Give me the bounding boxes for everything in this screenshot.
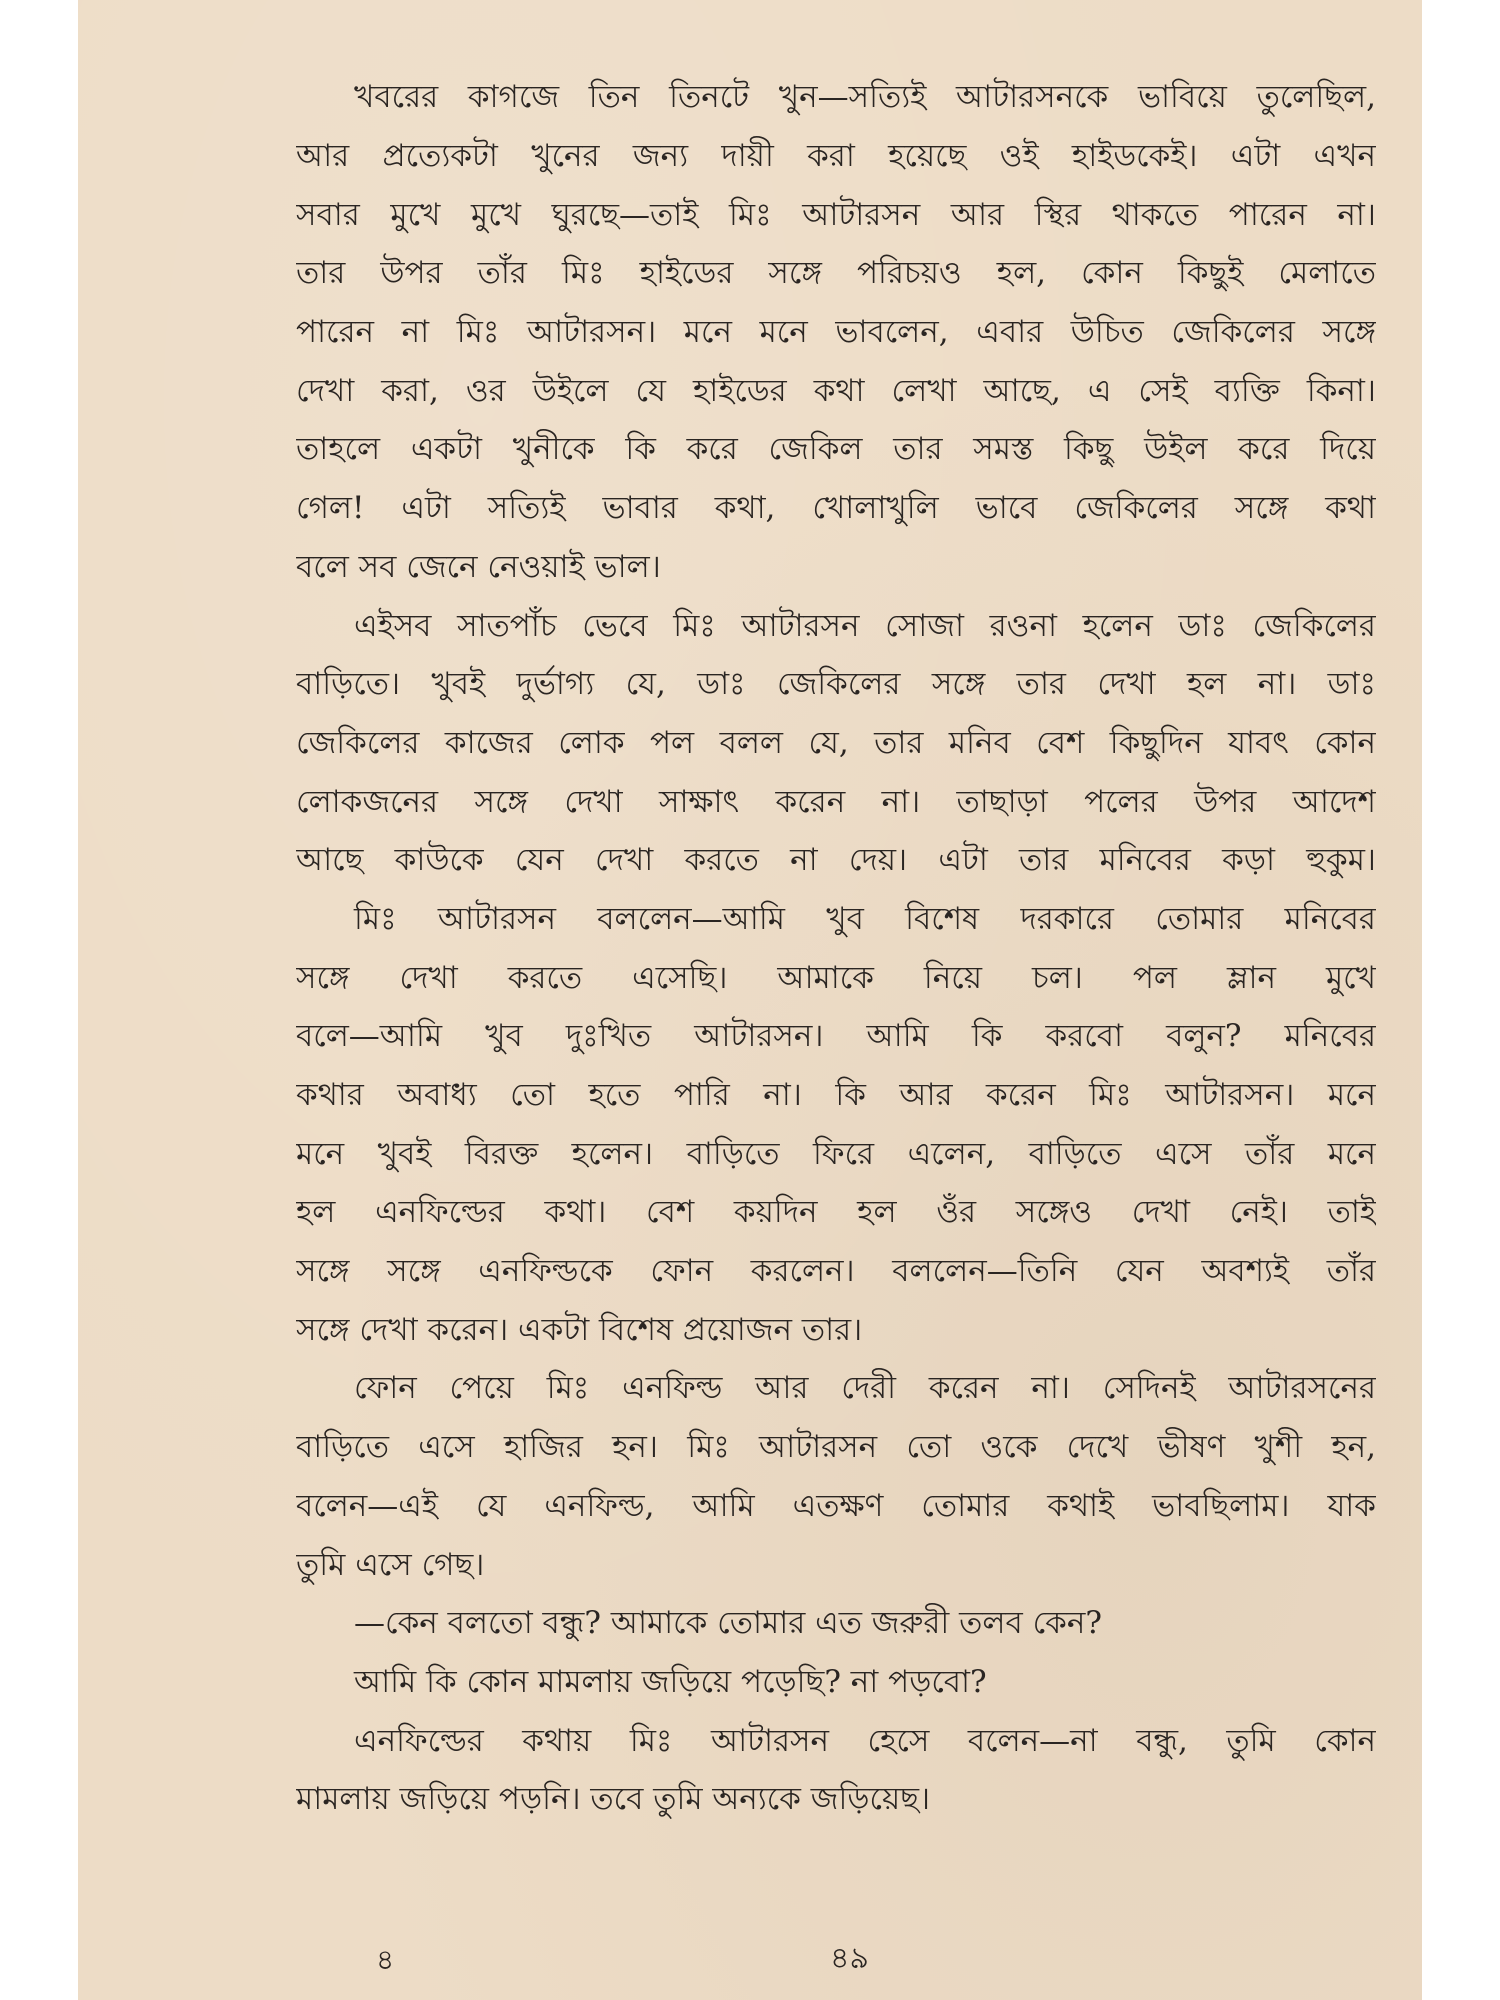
text-line: পারেন না মিঃ আটারসন। মনে মনে ভাবলেন, এবার উচিত জেকিলের সঙ্গে	[296, 314, 1376, 351]
text-line: তাহলে একটা খুনীকে কি করে জেকিল তার সমস্ত কিছু উইল করে দিয়ে	[296, 431, 1376, 468]
text-line: তুমি এসে গেছ।	[296, 1546, 485, 1583]
text-line: এইসব সাতপাঁচ ভেবে মিঃ আটারসন সোজা রওনা হলেন ডাঃ জেকিলের	[354, 607, 1376, 644]
body-text	[296, 70, 1376, 1831]
book-page	[78, 0, 1422, 2000]
text-line: মনে খুবই বিরক্ত হলেন। বাড়িতে ফিরে এলেন, বাড়িতে এসে তাঁর মনে	[296, 1135, 1376, 1172]
text-line: সঙ্গে সঙ্গে এনফিল্ডকে ফোন করলেন। বললেন—তিনি যেন অবশ্যই তাঁর	[296, 1253, 1376, 1290]
text-line: সবার মুখে মুখে ঘুরছে—তাই মিঃ আটারসন আর স্থির থাকতে পারেন না।	[296, 196, 1376, 233]
text-line: বলে সব জেনে নেওয়াই ভাল।	[296, 548, 661, 585]
text-line: এনফিল্ডের কথায় মিঃ আটারসন হেসে বলেন—না বন্ধু, তুমি কোন	[354, 1722, 1376, 1759]
text-line: গেল! এটা সত্যিই ভাবার কথা, খোলাখুলি ভাবে জেকিলের সঙ্গে কথা	[296, 490, 1376, 527]
text-line: তার উপর তাঁর মিঃ হাইডের সঙ্গে পরিচয়ও হল, কোন কিছুই মেলাতে	[296, 255, 1376, 292]
text-line: মিঃ আটারসন বললেন—আমি খুব বিশেষ দরকারে তোমার মনিবের	[354, 900, 1376, 937]
text-line: মামলায় জড়িয়ে পড়নি। তবে তুমি অন্যকে জড়িয়েছ।	[296, 1781, 931, 1818]
text-line: আর প্রত্যেকটা খুনের জন্য দায়ী করা হয়েছে ওই হাইডকেই। এটা এখন	[296, 138, 1376, 175]
text-line: খবরের কাগজে তিন তিনটে খুন—সত্যিই আটারসনকে ভাবিয়ে তুলেছিল,	[354, 79, 1376, 116]
text-line: বাড়িতে। খুবই দুর্ভাগ্য যে, ডাঃ জেকিলের সঙ্গে তার দেখা হল না। ডাঃ	[296, 666, 1376, 703]
text-line: জেকিলের কাজের লোক পল বলল যে, তার মনিব বেশ কিছুদিন যাবৎ কোন	[296, 724, 1376, 761]
text-line: হল এনফিল্ডের কথা। বেশ কয়দিন হল ওঁর সঙ্গেও দেখা নেই। তাই	[296, 1194, 1376, 1231]
text-line: —কেন বলতো বন্ধু? আমাকে তোমার এত জরুরী তলব কেন?	[354, 1605, 1102, 1642]
signature-mark: ৪	[376, 1943, 395, 1976]
text-line: কথার অবাধ্য তো হতে পারি না। কি আর করেন মিঃ আটারসন। মনে	[296, 1077, 1376, 1114]
text-line: বলে—আমি খুব দুঃখিত আটারসন। আমি কি করবো বলুন? মনিবের	[296, 1018, 1376, 1055]
page-number: ৪৯	[830, 1941, 869, 1976]
text-line: আমি কি কোন মামলায় জড়িয়ে পড়েছি? না পড়বো?	[354, 1663, 987, 1700]
text-line: লোকজনের সঙ্গে দেখা সাক্ষাৎ করেন না। তাছাড়া পলের উপর আদেশ	[296, 783, 1376, 820]
text-line: সঙ্গে দেখা করতে এসেছি। আমাকে নিয়ে চল। পল ম্লান মুখে	[296, 959, 1376, 996]
text-line: বাড়িতে এসে হাজির হন। মিঃ আটারসন তো ওকে দেখে ভীষণ খুশী হন,	[296, 1429, 1376, 1466]
text-line: দেখা করা, ওর উইলে যে হাইডের কথা লেখা আছে, এ সেই ব্যক্তি কিনা।	[296, 372, 1376, 409]
text-line: সঙ্গে দেখা করেন। একটা বিশেষ প্রয়োজন তার।	[296, 1311, 863, 1348]
text-line: বলেন—এই যে এনফিল্ড, আমি এতক্ষণ তোমার কথাই ভাবছিলাম। যাক	[296, 1487, 1376, 1524]
text-line: আছে কাউকে যেন দেখা করতে না দেয়। এটা তার মনিবের কড়া হুকুম।	[296, 842, 1376, 879]
text-line: ফোন পেয়ে মিঃ এনফিল্ড আর দেরী করেন না। সেদিনই আটারসনের	[354, 1370, 1376, 1407]
